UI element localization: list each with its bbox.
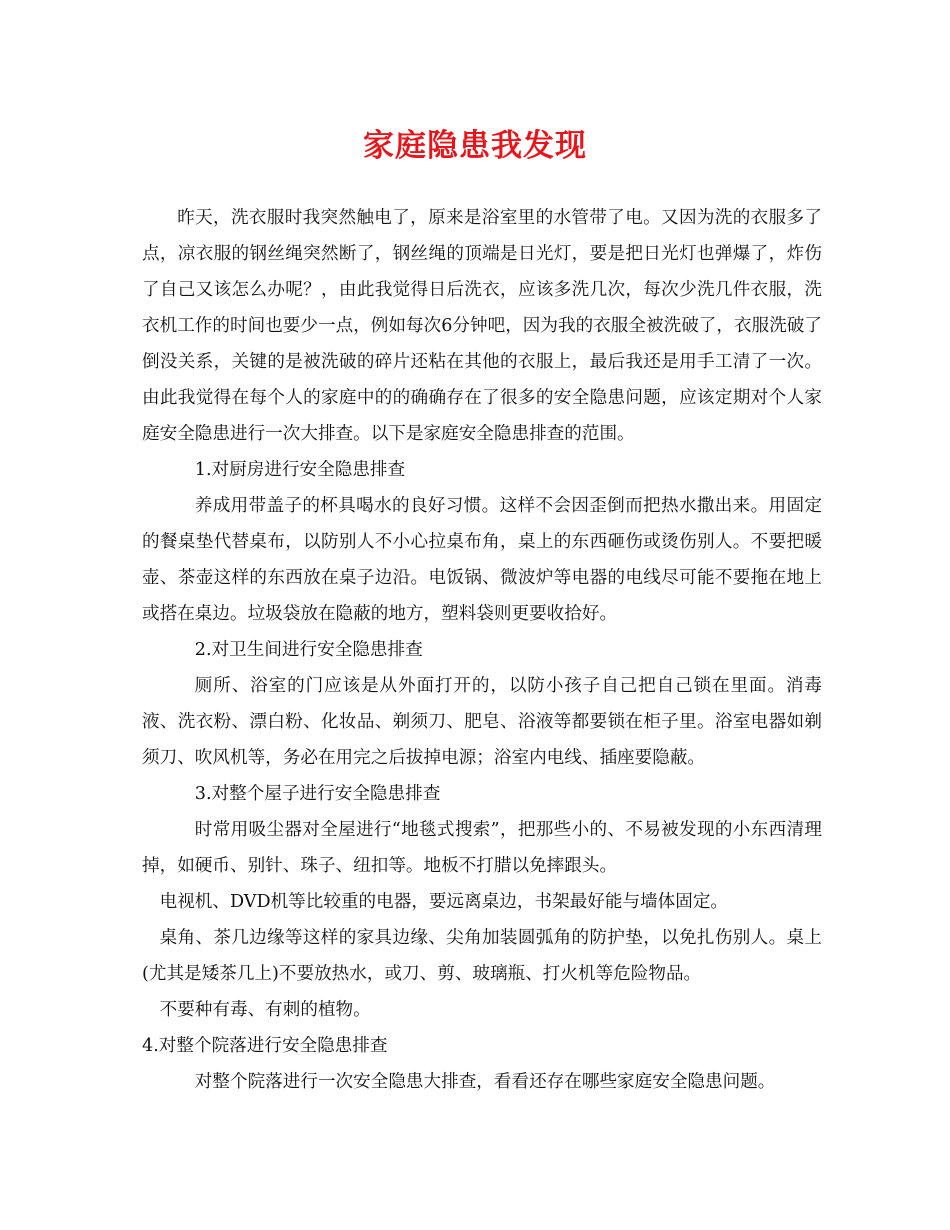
section-3-paragraph-2: 电视机、DVD机等比较重的电器，要远离桌边，书架最好能与墙体固定。 <box>159 892 729 912</box>
section-3-paragraph-1: 时常用吸尘器对全屋进行“地毯式搜索”，把那些小的、不易被发现的小东西清理掉，如硬币、别针、珠子、纽扣等。地板不打腊以免摔跟头。 <box>142 820 822 876</box>
section-2-paragraph: 厕所、浴室的门应该是从外面打开的，以防小孩子自己把自己锁在里面。消毒液、洗衣粉、漂白粉、化妆品、剃须刀、肥皂、浴液等都要锁在柜子里。浴室电器如剃须刀、吹风机等，务必在用完之后拔掉电源；浴室内电线、插座要隐蔽。 <box>142 676 822 768</box>
section-4-heading: 4.对整个院落进行安全隐患排查 <box>142 1036 388 1056</box>
section-1-heading: 1.对厨房进行安全隐患排查 <box>194 460 406 480</box>
intro-paragraph: 昨天，洗衣服时我突然触电了，原来是浴室里的水管带了电。又因为洗的衣服多了点，凉衣服的钢丝绳突然断了，钢丝绳的顶端是日光灯，要是把日光灯也弹爆了，炸伤了自己又该怎么办呢？，由此我觉得日后洗衣，应该多洗几次，每次少洗几件衣服，洗衣机工作的时间也要少一点，例如每次6分钟吧，因为我的衣服全被洗破了，衣服洗破了倒没关系，关键的是被洗破的碎片还粘在其他的衣服上，最后我还是用手工清了一次。由此我觉得在每个人的家庭中的的确确存在了很多的安全隐患问题，应该定期对个人家庭安全隐患进行一次大排查。以下是家庭安全隐患排查的范围。 <box>142 208 822 444</box>
section-3-paragraph-3: 桌角、茶几边缘等这样的家具边缘、尖角加装圆弧角的防护垫，以免扎伤别人。桌上(尤其是矮茶几上)不要放热水，或刀、剪、玻璃瓶、打火机等危险物品。 <box>142 928 822 984</box>
document-body <box>142 200 822 1100</box>
section-2-heading: 2.对卫生间进行安全隐患排查 <box>194 640 423 660</box>
section-1-paragraph: 养成用带盖子的杯具喝水的良好习惯。这样不会因歪倒而把热水撒出来。用固定的餐桌垫代替桌布，以防别人不小心拉桌布角，桌上的东西砸伤或烫伤别人。不要把暖壶、茶壶这样的东西放在桌子边沿。电饭锅、微波炉等电器的电线尽可能不要拖在地上或搭在桌边。垃圾袋放在隐蔽的地方，塑料袋则更要收拾好。 <box>142 496 822 624</box>
section-3-paragraph-4: 不要种有毒、有刺的植物。 <box>159 1000 371 1020</box>
document-title: 家庭隐患我发现 <box>363 128 587 164</box>
section-4-paragraph: 对整个院落进行一次安全隐患大排查，看看还存在哪些家庭安全隐患问题。 <box>194 1072 776 1092</box>
section-3-heading: 3.对整个屋子进行安全隐患排查 <box>194 784 441 804</box>
